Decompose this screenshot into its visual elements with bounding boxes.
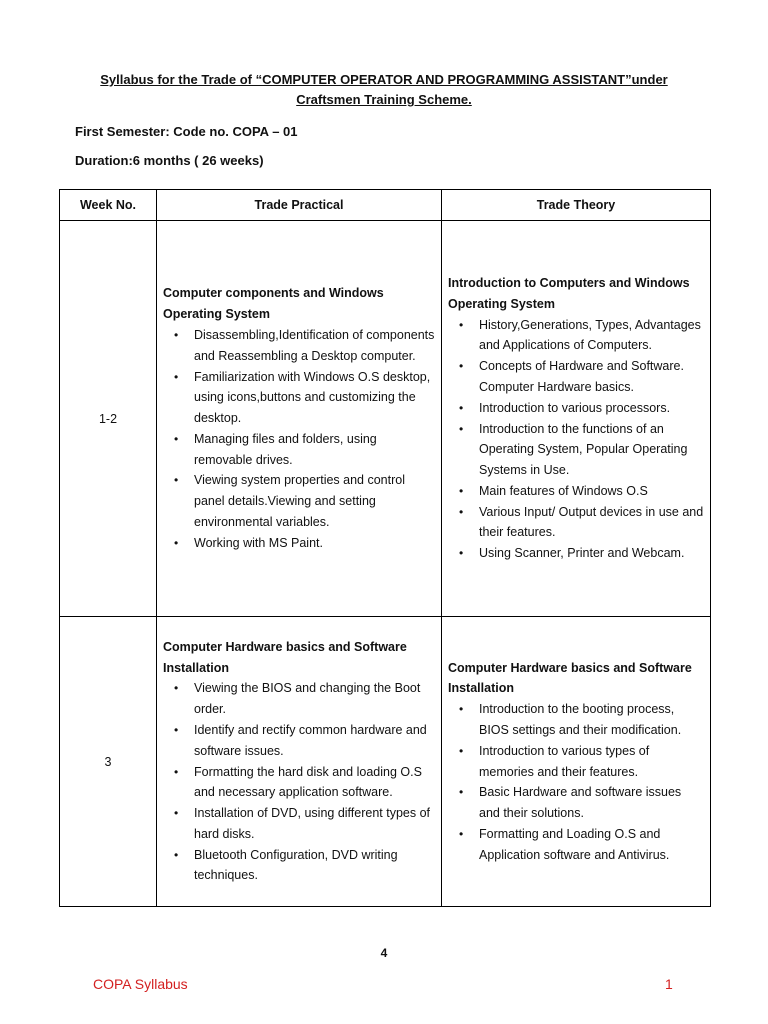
week-number: 3	[60, 617, 157, 907]
list-item: • Bluetooth Configuration, DVD writing techniques.	[194, 845, 435, 887]
list-item: • Introduction to the functions of an Operating System, Popular Operating Systems in Use.	[479, 419, 704, 481]
list-item: • Viewing system properties and control panel details.Viewing and setting environmental variables.	[194, 470, 435, 532]
table-header-row	[60, 190, 711, 221]
list-item: • Concepts of Hardware and Software. Computer Hardware basics.	[479, 356, 704, 398]
list-item: • Familiarization with Windows O.S desktop, using icons,buttons and customizing the desktop.	[194, 367, 435, 429]
practical-cell	[157, 221, 442, 617]
footer-document-name: COPA Syllabus	[93, 976, 188, 992]
footer-page-number: 1	[665, 976, 673, 992]
table-row	[60, 221, 711, 617]
week-number: 1-2	[60, 221, 157, 617]
syllabus-table	[59, 189, 711, 907]
list-item: • Introduction to various processors.	[479, 398, 704, 419]
theory-heading: Computer Hardware basics and Software Installation	[448, 660, 692, 696]
list-item: • Main features of Windows O.S	[479, 481, 704, 502]
theory-cell	[442, 617, 711, 907]
list-item: • Basic Hardware and software issues and their solutions.	[479, 782, 704, 824]
header-trade-theory: Trade Theory	[442, 190, 711, 221]
header-trade-practical: Trade Practical	[157, 190, 442, 221]
list-item: • History,Generations, Types, Advantages and Applications of Computers.	[479, 315, 704, 357]
list-item: • Various Input/ Output devices in use and their features.	[479, 502, 704, 544]
title-line-1: Syllabus for the Trade of “COMPUTER OPERATOR AND PROGRAMMING ASSISTANT”under	[100, 72, 668, 87]
semester-code: First Semester: Code no. COPA – 01	[75, 124, 298, 139]
list-item: • Identify and rectify common hardware and software issues.	[194, 720, 435, 762]
theory-heading: Introduction to Computers and Windows Operating System	[448, 275, 690, 311]
list-item: • Using Scanner, Printer and Webcam.	[479, 543, 704, 564]
theory-list	[448, 315, 704, 565]
list-item: • Formatting and Loading O.S and Application software and Antivirus.	[479, 824, 704, 866]
page-number: 4	[380, 946, 388, 960]
header-week-no: Week No.	[60, 190, 157, 221]
practical-cell	[157, 617, 442, 907]
practical-list	[163, 325, 435, 554]
practical-heading: Computer components and Windows Operating System	[163, 286, 384, 322]
title-line-2: Craftsmen Training Scheme.	[296, 92, 472, 107]
list-item: • Managing files and folders, using removable drives.	[194, 429, 435, 471]
theory-list	[448, 699, 704, 865]
list-item: • Introduction to various types of memories and their features.	[479, 741, 704, 783]
list-item: • Introduction to the booting process, BIOS settings and their modification.	[479, 699, 704, 741]
table-row	[60, 617, 711, 907]
list-item: • Formatting the hard disk and loading O.S and necessary application software.	[194, 762, 435, 804]
list-item: • Viewing the BIOS and changing the Boot order.	[194, 678, 435, 720]
document-title	[0, 70, 768, 110]
practical-list	[163, 678, 435, 886]
practical-heading: Computer Hardware basics and Software Installation	[163, 639, 407, 675]
duration: Duration:6 months ( 26 weeks)	[75, 153, 264, 168]
list-item: • Working with MS Paint.	[194, 533, 435, 554]
list-item: • Installation of DVD, using different types of hard disks.	[194, 803, 435, 845]
list-item: • Disassembling,Identification of components and Reassembling a Desktop computer.	[194, 325, 435, 367]
theory-cell	[442, 221, 711, 617]
